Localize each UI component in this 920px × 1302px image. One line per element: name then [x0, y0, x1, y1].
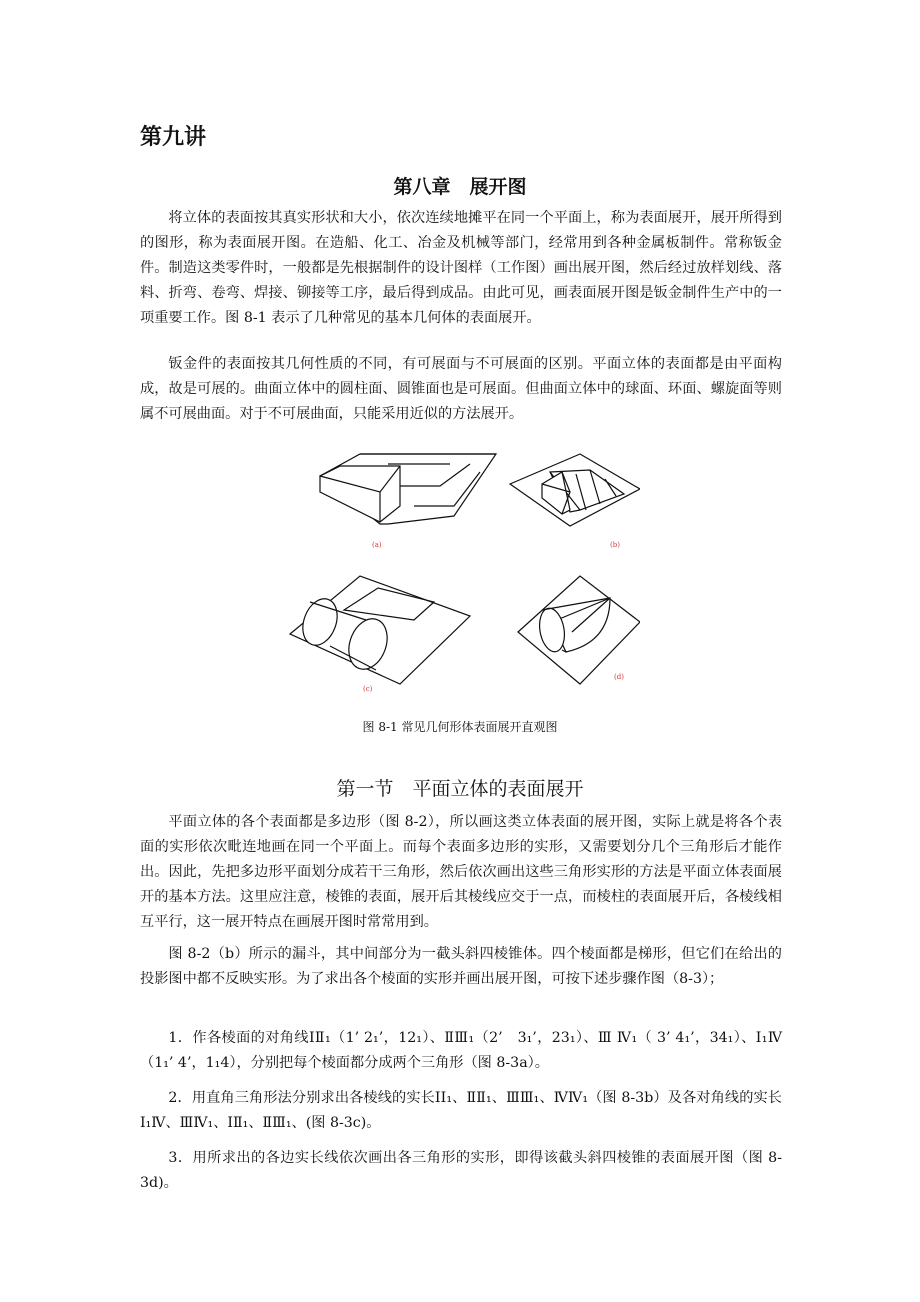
figure-b-pyramid-unfold [510, 454, 640, 526]
body-paragraph-2: 图 8-2（b）所示的漏斗，其中间部分为一截头斜四棱锥体。四个棱面都是梯形，但它们在给出的投影图中都不反映实形。为了求出各个棱面的实形并画出展开图，可按下述步骤作图（8-3）； [140, 946, 782, 987]
figure-a-prism-unfold [320, 454, 496, 524]
figure-label-c: (c) [363, 685, 373, 693]
step-1: 1．作各棱面的对角线ⅠⅡ₁（1’ 2₁’，12₁）、ⅡⅢ₁（2’ 3₁’，23₁）、Ⅲ Ⅳ₁（ 3’ 4₁’，34₁）、Ⅰ₁Ⅳ （1₁’ 4’，1₁4），分别把每个棱面都分成两个三角形（图 8-3a）。 [140, 1030, 782, 1071]
intro-paragraph-2: 钣金件的表面按其几何性质的不同，有可展面与不可展面的区别。平面立体的表面都是由平面构成，故是可展的。曲面立体中的圆柱面、圆锥面也是可展面。但曲面立体中的球面、环面、螺旋面等则属不可展曲面。对于不可展曲面，只能采用近似的方法展开。 [140, 356, 782, 422]
chapter-title: 第八章 展开图 [393, 176, 527, 198]
lecture-title: 第九讲 [140, 124, 207, 150]
figure-label-b: (b) [610, 541, 620, 549]
step-3: 3．用所求出的各边实长线依次画出各三角形的实形，即得该截头斜四棱锥的表面展开图（图 8-3d)。 [140, 1150, 782, 1191]
figure-c-cylinder-unfold [290, 576, 470, 684]
figure-8-1 [280, 444, 640, 714]
step-2: 2．用直角三角形法分别求出各棱线的实长ⅠⅠ₁、ⅡⅡ₁、ⅢⅢ₁、ⅣⅣ₁（图 8-3b）及各对角线的实长Ⅰ₁Ⅳ、ⅢⅣ₁、ⅠⅡ₁、ⅡⅢ₁、(图 8-3c)。 [140, 1090, 782, 1131]
figure-label-a: (a) [372, 541, 382, 549]
figure-label-d: (d) [614, 673, 624, 681]
intro-paragraph-1: 将立体的表面按其真实形状和大小，依次连续地摊平在同一个平面上，称为表面展开，展开所得到的图形，称为表面展开图。在造船、化工、冶金及机械等部门，经常用到各种金属板制件。常称钣金件。制造这类零件时，一般都是先根据制件的设计图样（工作图）画出展开图，然后经过放样划线、落料、折弯、卷弯、焊接、铆接等工序，最后得到成品。由此可见，画表面展开图是钣金制件生产中的一项重要工作。图 8-1 表示了几种常见的基本几何体的表面展开。 [140, 210, 782, 326]
body-paragraph-1: 平面立体的各个表面都是多边形（图 8-2），所以画这类立体表面的展开图，实际上就是将各个表面的实形依次毗连地画在同一个平面上。而每个表面多边形的实形，又需要划分几个三角形后才能作出。因此，先把多边形平面划分成若干三角形，然后依次画出这些三角形实形的方法是平面立体表面展开的基本方法。这里应注意，棱锥的表面，展开后其棱线应交于一点，而棱柱的表面展开后，各棱线相互平行，这一展开特点在画展开图时常常用到。 [140, 814, 782, 930]
section-title: 第一节 平面立体的表面展开 [336, 778, 584, 800]
figure-d-cone-unfold [518, 576, 640, 684]
figure-caption: 图 8-1 常见几何形体表面展开直观图 [362, 720, 558, 734]
